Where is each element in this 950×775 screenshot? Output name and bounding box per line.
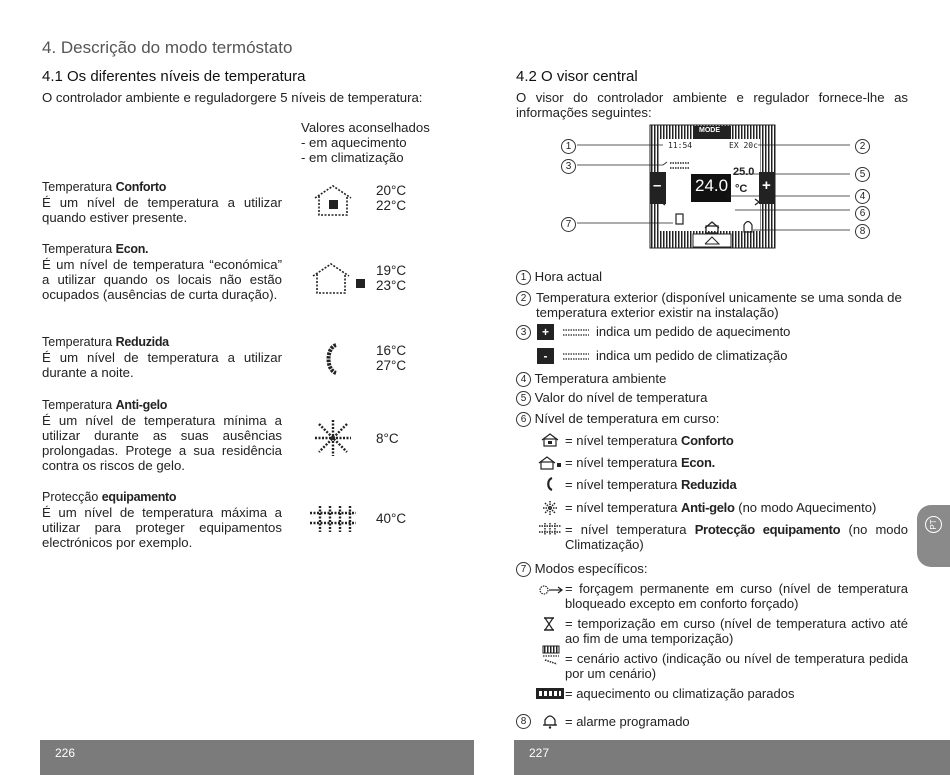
cool-request-icon (562, 351, 590, 363)
legend-number: 1 (516, 270, 531, 285)
level-anti-gelo-values (376, 431, 399, 446)
heating-value: 20°C (376, 183, 407, 198)
legend-item-4 (516, 371, 666, 387)
legend-text: Temperatura exterior (disponível unicamente se uma sonda de temperatura exterior existir na instalação) (536, 290, 902, 320)
legend-number: 5 (516, 391, 531, 406)
timer-mode-text: = temporização em curso (nível de temperatura activo até ao fim de uma temporização) (565, 616, 908, 646)
alarm-text: = alarme programado (565, 714, 690, 729)
level-antifreeze-line (565, 500, 876, 515)
level-reduzida (42, 335, 282, 380)
forced-mode-icon (538, 584, 564, 596)
house-comfort-icon (312, 184, 354, 218)
language-tab (917, 505, 950, 567)
level-text: É um nível de temperatura a utilizar durante a noite. (42, 350, 282, 380)
cooling-badge: - (537, 348, 554, 364)
level-prefix: = nível temperatura (565, 477, 678, 492)
level-econ (42, 242, 282, 302)
scenario-icon (541, 645, 561, 665)
level-conforto (42, 180, 282, 225)
legend-number: 2 (516, 291, 531, 306)
legend-item-8 (516, 713, 531, 729)
stopped-mode-text: = aquecimento ou climatização parados (565, 686, 795, 701)
legend-number: 6 (516, 412, 531, 427)
legend-number: 7 (516, 562, 531, 577)
legend-text: Nível de temperatura em curso: (534, 411, 720, 426)
callout-1: 1 (561, 139, 576, 154)
legend-item-5 (516, 390, 707, 406)
chapter-title: 4. Descrição do modo termóstato (42, 38, 293, 57)
legend-item-3 (516, 324, 531, 340)
bell-icon (542, 713, 558, 729)
level-reduced-line (565, 477, 736, 492)
level-econ-values (376, 263, 406, 293)
level-name: Conforto (681, 433, 734, 448)
footer-left (40, 740, 474, 775)
legend-item-6 (516, 411, 719, 427)
level-name: Econ. (681, 455, 715, 470)
moon-icon (322, 343, 342, 375)
heating-value: 40°C (376, 511, 407, 526)
level-title-prefix: Temperatura (42, 398, 113, 412)
level-text: É um nível de temperatura máxima a utilizar para proteger equipamentos electrónicos por exemplo. (42, 505, 282, 550)
display-unit: °C (735, 183, 748, 195)
level-conforto-values (376, 183, 406, 213)
footer-right (514, 740, 950, 775)
level-title-name: Econ. (115, 242, 149, 256)
legend-item-1 (516, 269, 602, 285)
hourglass-icon (543, 617, 555, 631)
level-text: É um nível de temperatura mínima a utilizar durante as suas ausências prolongadas. Protege a sua residência contra os riscos de gelo. (42, 413, 282, 473)
level-title (42, 180, 282, 195)
display-setpoint: 25.0 (733, 166, 755, 178)
display-plus-button: + (762, 177, 771, 194)
callout-7: 7 (561, 217, 576, 232)
house-econ-small-icon (537, 456, 563, 470)
legend-number: 8 (516, 714, 531, 729)
level-title (42, 398, 282, 413)
heating-value: 19°C (376, 263, 407, 278)
display-mode-label: MODE (699, 127, 720, 134)
cooling-value: 22°C (376, 198, 407, 213)
level-title (42, 335, 282, 350)
level-text: É um nível de temperatura “económica” a utilizar quando os locais não estão ocupados (ausências de curta duração). (42, 257, 282, 302)
level-title-prefix: Protecção (42, 490, 99, 504)
level-title-name: Conforto (115, 180, 167, 194)
forced-mode-text: = forçagem permanente em curso (nível de temperatura bloqueado excepto em conforto forçado) (565, 581, 908, 611)
level-title (42, 490, 282, 505)
equipment-protection-icon (308, 505, 358, 533)
heating-value: 8°C (376, 431, 399, 446)
legend-text: Valor do nível de temperatura (534, 390, 708, 405)
cooling-value: 23°C (376, 278, 407, 293)
level-prefix: = nível temperatura (565, 500, 678, 515)
cooling-request-text: indica um pedido de climatização (596, 348, 788, 363)
display-minus-button: – (653, 177, 662, 194)
level-name: Protecção equipamento (694, 522, 841, 537)
level-comfort-line (565, 433, 733, 448)
level-prefix: = nível temperatura (565, 433, 678, 448)
level-econ-line (565, 455, 715, 470)
legend-number: 4 (516, 372, 531, 387)
level-title-prefix: Temperatura (42, 242, 113, 256)
level-suffix: (no modo Aquecimento) (738, 500, 877, 515)
display-time: 11:54 (668, 141, 693, 150)
section-title-display: 4.2 O visor central (516, 68, 638, 85)
heat-request-icon (562, 327, 590, 339)
level-protection-line (565, 522, 908, 552)
level-name: Reduzida (681, 477, 737, 492)
level-title-name: Reduzida (115, 335, 169, 349)
level-title-name: equipamento (101, 490, 177, 504)
moon-small-icon (545, 477, 555, 491)
level-name: Anti-gelo (681, 500, 735, 515)
display-ext-temp: EX 20c (729, 141, 758, 150)
level-prefix: = nível temperatura (565, 455, 678, 470)
level-anti-gelo (42, 398, 282, 473)
level-title-prefix: Temperatura (42, 180, 113, 194)
levels-intro: O controlador ambiente e reguladorgere 5 níveis de temperatura: (42, 90, 423, 105)
cooling-value: 27°C (376, 358, 407, 373)
level-proteccao-values (376, 511, 406, 526)
display-intro: O visor do controlador ambiente e regulador fornece-lhe as informações seguintes: (516, 90, 908, 120)
callout-3: 3 (561, 159, 576, 174)
page-number-right: 227 (529, 746, 550, 760)
snowflake-icon (313, 418, 353, 458)
heating-badge: + (537, 324, 554, 340)
scenario-mode-text: = cenário activo (indicação ou nível de temperatura pedida por um cenário) (565, 651, 908, 681)
values-header-line: Valores aconselhados (301, 120, 430, 135)
section-title-levels: 4.1 Os diferentes níveis de temperatura (42, 68, 306, 85)
level-title-name: Anti-gelo (115, 398, 168, 412)
snowflake-small-icon (542, 500, 558, 516)
legend-text: Modos específicos: (534, 561, 648, 576)
display-room-temp: 24.0 (695, 176, 729, 195)
house-econ-icon (310, 262, 370, 296)
level-title (42, 242, 282, 257)
legend-number: 3 (516, 325, 531, 340)
level-text: É um nível de temperatura a utilizar quando estiver presente. (42, 195, 282, 225)
callout-2: 2 (855, 139, 870, 154)
callout-4: 4 (855, 189, 870, 204)
values-header (301, 120, 430, 165)
house-comfort-small-icon (540, 433, 560, 447)
level-prefix: = nível temperatura (565, 522, 687, 537)
values-header-heating: - em aquecimento (301, 135, 407, 150)
legend-text: Temperatura ambiente (534, 371, 667, 386)
stop-icon (536, 688, 564, 699)
level-proteccao (42, 490, 282, 550)
callout-5: 5 (855, 167, 870, 182)
level-title-prefix: Temperatura (42, 335, 113, 349)
equipment-protection-small-icon (538, 522, 562, 536)
level-suffix: (no modo Climatização) (565, 522, 908, 552)
legend-item-2 (516, 290, 908, 320)
legend-item-7 (516, 561, 648, 577)
legend-text: Hora actual (534, 269, 603, 284)
page-number-left: 226 (55, 746, 76, 760)
values-header-cooling: - em climatização (301, 150, 404, 165)
callout-6: 6 (855, 206, 870, 221)
language-tab-label: PT (925, 516, 942, 533)
heating-value: 16°C (376, 343, 407, 358)
heating-request-text: indica um pedido de aquecimento (596, 324, 791, 339)
callout-8: 8 (855, 224, 870, 239)
level-reduzida-values (376, 343, 406, 373)
